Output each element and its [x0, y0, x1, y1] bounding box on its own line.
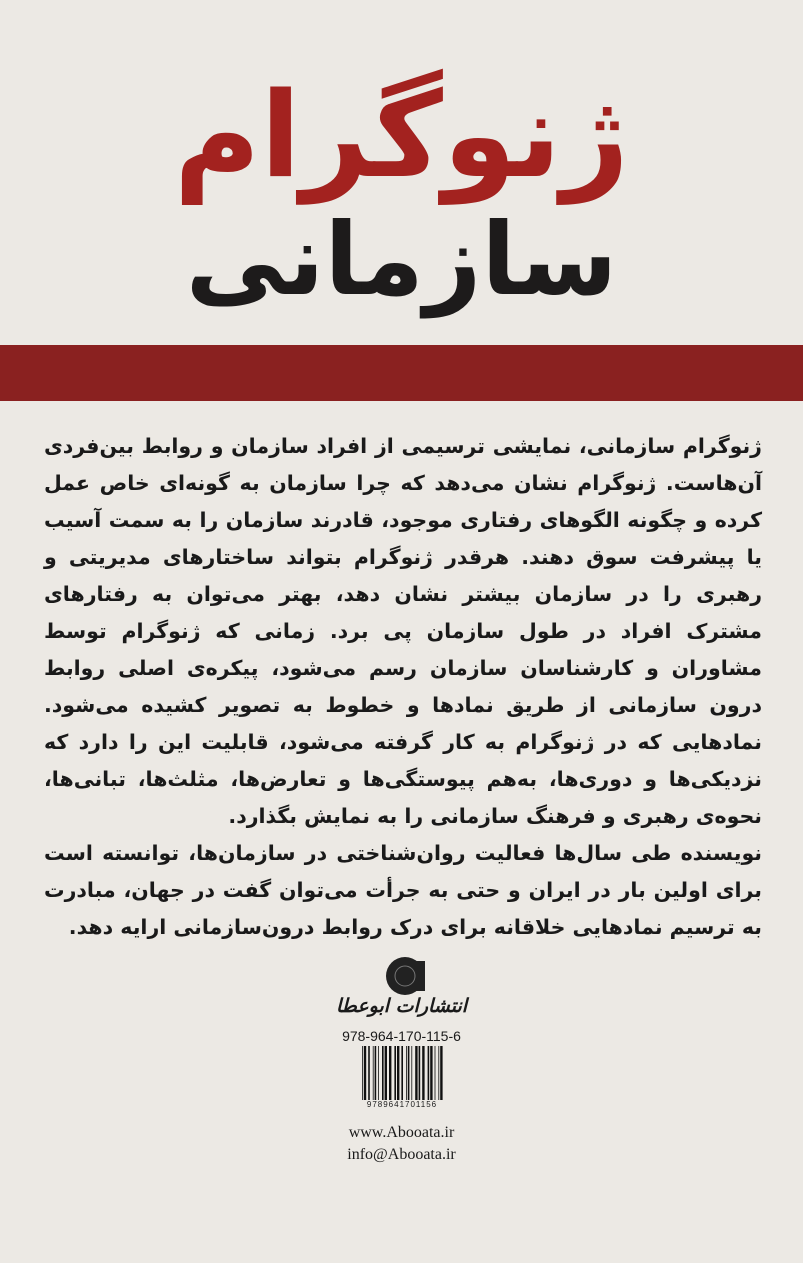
barcode — [361, 1046, 443, 1108]
publisher-logo-icon — [385, 955, 427, 997]
barcode-bar — [364, 1046, 366, 1108]
barcode-bar — [435, 1046, 436, 1108]
barcode-bar — [428, 1046, 430, 1108]
barcode-bar — [422, 1046, 424, 1108]
barcode-bar — [375, 1046, 377, 1108]
barcode-bar — [408, 1046, 410, 1108]
book-description — [44, 428, 762, 946]
decorative-band — [0, 345, 803, 401]
book-subtitle: سازمانی — [185, 201, 618, 318]
barcode-bar — [385, 1046, 387, 1108]
description-paragraph: نویسنده طی سال‌ها فعالیت روان‌شناختی در سازمان‌ها، توانسته است برای اولین بار در ایران و حتی به جرأت می‌توان گفت در جهان، مبادرت به ترسیم نمادهایی خلاقانه برای درک روابط درون‌سازمانی ارایه دهد. — [44, 841, 762, 939]
barcode-bar — [430, 1046, 432, 1108]
barcode-bar — [368, 1046, 370, 1108]
publisher-name: انتشارات ابوعطا — [335, 995, 468, 1017]
barcode-bar — [389, 1046, 391, 1108]
isbn: 978-964-170-115-6 — [342, 1028, 461, 1044]
barcode-number: 9789641701156 — [361, 1100, 443, 1109]
barcode-bar — [438, 1046, 439, 1108]
description-paragraph: ژنوگرام سازمانی، نمایشی ترسیمی از افراد سازمان و روابط بین‌فردی آن‌هاست. ژنوگرام نشان می‌دهد که چرا سازمان به گونه‌ای خاص عمل کرده و چگونه الگوهای رفتاری موجود، قادرند سازمان را به سمت آسیب یا پیشرفت سوق دهند. هرقدر ژنوگرام بتواند ساختارهای مدیریتی و رهبری را در سازمان بیشتر نشان دهد، بهتر می‌توان به رفتارهای مشترک افراد در طول سازمان پی برد. زمانی که ژنوگرام توسط مشاوران و کارشناسان سازمان رسم می‌شود، پیکره‌ی اصلی روابط درون سازمانی از طریق نمادها و خطوط به تصویر کشیده می‌شود. نمادهایی که در ژنوگرام به کار گرفته می‌شود، قابلیت این را دارد که نزدیکی‌ها و دوری‌ها، به‌هم پیوستگی‌ها و تعارض‌ها، مثلث‌ها، تبانی‌ها، نحوه‌ی رهبری و فرهنگ سازمانی را به نمایش بگذارد. — [44, 434, 762, 828]
barcode-bar — [440, 1046, 442, 1108]
barcode-bar — [394, 1046, 396, 1108]
barcode-bar — [362, 1046, 363, 1108]
website: www.Abooata.ir — [348, 1124, 455, 1141]
barcode-bar — [411, 1046, 412, 1108]
barcode-bar — [406, 1046, 407, 1108]
barcode-bar — [378, 1046, 379, 1108]
email: info@Abooata.ir — [347, 1146, 456, 1163]
barcode-bar — [401, 1046, 403, 1108]
barcode-bar — [415, 1046, 417, 1108]
barcode-bar — [382, 1046, 384, 1108]
book-title: ژنوگرام — [173, 66, 630, 204]
barcode-bar — [419, 1046, 421, 1108]
barcode-bar — [397, 1046, 399, 1108]
barcode-bar — [373, 1046, 374, 1108]
